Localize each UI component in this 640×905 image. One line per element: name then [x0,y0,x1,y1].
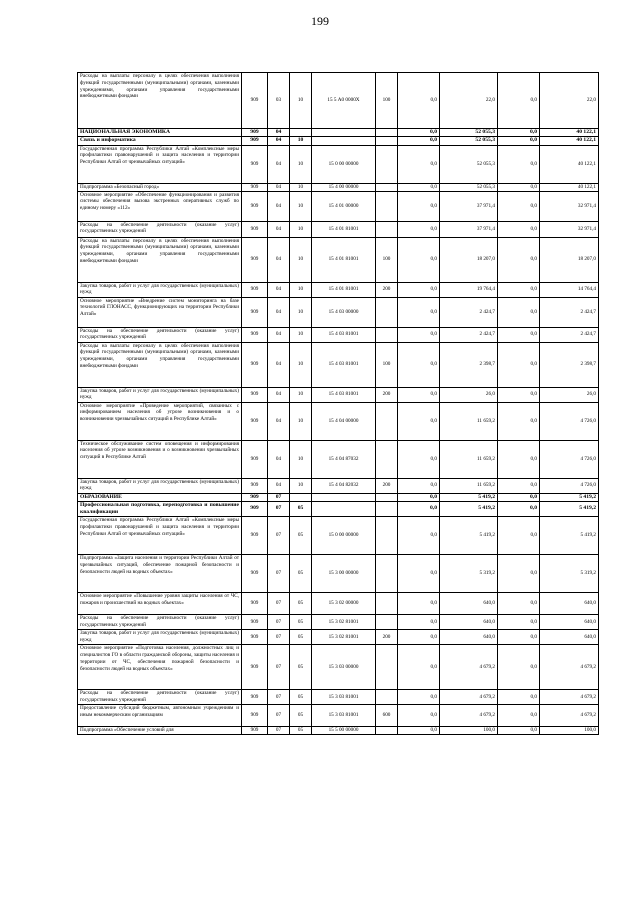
value-1: 0,0 [398,440,440,478]
value-4: 32 971,4 [540,221,599,237]
value-3: 0,0 [498,555,540,593]
section-code: 07 [268,645,290,690]
row-name: Основное мероприятие «Повышение уровня защиты населения от ЧС, пожаров и происшествий на водных объектах» [78,593,242,615]
expense-type-code [376,645,398,690]
value-4: 5 419,2 [540,501,599,517]
expense-type-code: 200 [376,282,398,297]
table-row [78,387,599,402]
subsection-code: 10 [290,402,312,440]
subsection-code: 05 [290,593,312,615]
value-4: 4 726,0 [540,402,599,440]
value-3: 0,0 [498,73,540,129]
value-2: 11 659,2 [440,402,498,440]
value-1: 0,0 [398,387,440,402]
value-4: 40 122,1 [540,145,599,183]
value-2: 5 419,2 [440,501,498,517]
expense-type-code [376,402,398,440]
row-name: Подпрограмма «Безопасный город» [78,183,242,191]
value-3: 0,0 [498,297,540,327]
expense-type-code [376,183,398,191]
section-code: 04 [268,191,290,221]
subsection-code: 10 [290,478,312,493]
section-code: 07 [268,727,290,735]
value-3: 0,0 [498,402,540,440]
value-4: 5 419,2 [540,517,599,555]
target-code: 15 5 А0 0000Х [312,73,376,129]
row-name: Связь и информатика [78,137,242,145]
subsection-code: 05 [290,517,312,555]
subsection-code: 05 [290,501,312,517]
value-1: 0,0 [398,615,440,630]
subsection-code: 10 [290,137,312,145]
value-2: 52 055,3 [440,129,498,137]
subsection-code: 05 [290,630,312,645]
ministry-code: 909 [242,327,268,342]
value-2: 2 424,7 [440,327,498,342]
subsection-code [290,129,312,137]
value-4: 5 419,2 [540,493,599,501]
section-code: 04 [268,145,290,183]
value-2: 52 055,3 [440,183,498,191]
expense-type-code: 200 [376,630,398,645]
expense-type-code [376,440,398,478]
value-4: 4 679,2 [540,705,599,727]
ministry-code: 909 [242,593,268,615]
value-2: 11 659,2 [440,478,498,493]
value-4: 640,0 [540,615,599,630]
value-3: 0,0 [498,327,540,342]
value-1: 0,0 [398,593,440,615]
table-row [78,727,599,735]
section-code: 04 [268,183,290,191]
value-2: 5 319,2 [440,555,498,593]
table-row [78,282,599,297]
row-name: ОБРАЗОВАНИЕ [78,493,242,501]
table-row [78,221,599,237]
table-row [78,645,599,690]
row-name: Основное мероприятие «Внедрение систем мониторинга на базе технологий ГЛОНАСС, функционирующих на территории Республики Алтай» [78,297,242,327]
ministry-code: 909 [242,555,268,593]
section-code: 07 [268,615,290,630]
value-1: 0,0 [398,478,440,493]
subsection-code: 10 [290,282,312,297]
value-4: 18 207,0 [540,237,599,282]
subsection-code: 10 [290,327,312,342]
value-4: 100,0 [540,727,599,735]
ministry-code: 909 [242,690,268,705]
value-4: 5 319,2 [540,555,599,593]
value-1: 0,0 [398,282,440,297]
subsection-code: 10 [290,221,312,237]
target-code: 15 4 03 81001 [312,327,376,342]
target-code: 15 4 03 81001 [312,342,376,387]
value-4: 640,0 [540,630,599,645]
target-code: 15 3 00 00000 [312,555,376,593]
value-4: 40 122,1 [540,137,599,145]
subsection-code: 10 [290,237,312,282]
row-name: Расходы на выплаты персоналу в целях обеспечения выполнения функций государственными (муниципальными) органами, казенными учреждениями, органами управления государственными внебюджетными фондами [78,342,242,387]
target-code: 15 0 00 00000 [312,517,376,555]
table-row [78,129,599,137]
ministry-code: 909 [242,183,268,191]
value-1: 0,0 [398,191,440,221]
expense-type-code [376,137,398,145]
target-code: 15 0 00 00000 [312,145,376,183]
row-name: Расходы на обеспечение деятельности (оказание услуг) государственных учреждений [78,327,242,342]
value-2: 4 679,2 [440,645,498,690]
subsection-code: 10 [290,387,312,402]
ministry-code: 909 [242,493,268,501]
ministry-code: 909 [242,129,268,137]
section-code: 07 [268,501,290,517]
value-2: 640,0 [440,615,498,630]
ministry-code: 909 [242,387,268,402]
value-2: 11 659,2 [440,440,498,478]
ministry-code: 909 [242,630,268,645]
value-1: 0,0 [398,690,440,705]
target-code: 15 3 02 81001 [312,630,376,645]
value-2: 640,0 [440,593,498,615]
value-1: 0,0 [398,402,440,440]
row-name: Закупка товаров, работ и услуг для государственных (муниципальных) нужд [78,630,242,645]
section-code: 04 [268,137,290,145]
target-code: 15 5 00 00000 [312,727,376,735]
value-1: 0,0 [398,297,440,327]
subsection-code [290,493,312,501]
value-2: 19 764,4 [440,282,498,297]
table-row [78,73,599,129]
table-row [78,555,599,593]
ministry-code: 909 [242,615,268,630]
row-name: Расходы на обеспечение деятельности (оказание услуг) государственных учреждений [78,615,242,630]
value-3: 0,0 [498,615,540,630]
ministry-code: 909 [242,705,268,727]
subsection-code: 05 [290,555,312,593]
table-row [78,440,599,478]
value-1: 0,0 [398,705,440,727]
subsection-code: 05 [290,645,312,690]
row-name: Закупка товаров, работ и услуг для государственных (муниципальных) нужд [78,282,242,297]
table-row [78,191,599,221]
target-code [312,137,376,145]
target-code [312,501,376,517]
subsection-code: 05 [290,727,312,735]
section-code: 07 [268,493,290,501]
value-3: 0,0 [498,478,540,493]
value-3: 0,0 [498,493,540,501]
value-2: 52 055,3 [440,145,498,183]
expense-type-code [376,615,398,630]
value-3: 0,0 [498,727,540,735]
row-name: Государственная программа Республики Алтай «Комплексные меры профилактики правонарушений и защита населения и территории Республики Алтай от чрезвычайных ситуаций» [78,145,242,183]
value-3: 0,0 [498,387,540,402]
value-4: 32 971,4 [540,191,599,221]
table-row [78,493,599,501]
value-4: 40 122,1 [540,129,599,137]
table-row [78,402,599,440]
subsection-code: 10 [290,73,312,129]
ministry-code: 909 [242,478,268,493]
ministry-code: 909 [242,282,268,297]
value-1: 0,0 [398,137,440,145]
target-code [312,129,376,137]
value-2: 2 424,7 [440,297,498,327]
target-code: 15 4 00 00000 [312,183,376,191]
expense-type-code [376,555,398,593]
value-1: 0,0 [398,183,440,191]
value-3: 0,0 [498,282,540,297]
target-code: 15 4 01 81001 [312,237,376,282]
table-row [78,183,599,191]
expense-type-code: 200 [376,387,398,402]
section-code: 04 [268,387,290,402]
value-1: 0,0 [398,630,440,645]
target-code: 15 4 01 81001 [312,282,376,297]
subsection-code: 05 [290,705,312,727]
target-code: 15 4 03 00000 [312,297,376,327]
page-number: 199 [311,14,329,28]
table-row [78,137,599,145]
subsection-code: 10 [290,342,312,387]
table-row [78,145,599,183]
ministry-code: 909 [242,440,268,478]
value-1: 0,0 [398,145,440,183]
section-code: 07 [268,555,290,593]
target-code [312,493,376,501]
section-code: 04 [268,297,290,327]
section-code: 04 [268,402,290,440]
ministry-code: 909 [242,501,268,517]
expense-type-code: 100 [376,237,398,282]
value-4: 4 679,2 [540,690,599,705]
target-code: 15 4 04 87032 [312,440,376,478]
section-code: 07 [268,705,290,727]
target-code: 15 4 04 00000 [312,402,376,440]
subsection-code: 05 [290,690,312,705]
value-1: 0,0 [398,501,440,517]
target-code: 15 4 03 81001 [312,387,376,402]
table-row [78,478,599,493]
expense-type-code [376,221,398,237]
expense-type-code [376,517,398,555]
row-name: Закупка товаров, работ и услуг для государственных (муниципальных) нужд [78,478,242,493]
value-1: 0,0 [398,342,440,387]
table-row [78,690,599,705]
value-2: 26,0 [440,387,498,402]
value-1: 0,0 [398,727,440,735]
ministry-code: 909 [242,517,268,555]
value-3: 0,0 [498,221,540,237]
row-name: Расходы на выплаты персоналу в целях обеспечения выполнения функций государственными (муниципальными) органами, казенными учреждениями, органами управления государственными внебюджетными фондами [78,237,242,282]
value-4: 40 122,1 [540,183,599,191]
section-code: 03 [268,73,290,129]
subsection-code: 10 [290,191,312,221]
value-2: 18 207,0 [440,237,498,282]
subsection-code: 10 [290,440,312,478]
section-code: 07 [268,630,290,645]
ministry-code: 909 [242,145,268,183]
row-name: Расходы на обеспечение деятельности (оказание услуг) государственных учреждений [78,690,242,705]
ministry-code: 909 [242,342,268,387]
row-name: Техническое обслуживание систем оповещения и информирования населения об угрозе возникновения и о возникновении чрезвычайных ситуаций в Республике Алтай [78,440,242,478]
row-name: Подпрограмма «Обеспечение условий для [78,727,242,735]
section-code: 07 [268,593,290,615]
value-4: 4 679,2 [540,645,599,690]
value-3: 0,0 [498,183,540,191]
table-row [78,501,599,517]
ministry-code: 909 [242,221,268,237]
row-name: Закупка товаров, работ и услуг для государственных (муниципальных) нужд [78,387,242,402]
target-code: 15 4 04 82032 [312,478,376,493]
value-3: 0,0 [498,690,540,705]
row-name: Государственная программа Республики Алтай «Комплексные меры профилактики правонарушений и защита населения и территории Республики Алтай от чрезвычайных ситуаций» [78,517,242,555]
section-code: 04 [268,342,290,387]
section-code: 07 [268,517,290,555]
value-1: 0,0 [398,237,440,282]
subsection-code: 10 [290,297,312,327]
ministry-code: 909 [242,645,268,690]
table-row [78,593,599,615]
value-4: 2 424,7 [540,297,599,327]
table-row [78,342,599,387]
row-name: Профессиональная подготовка, переподготовка и повышение квалификации [78,501,242,517]
value-4: 26,0 [540,387,599,402]
section-code: 04 [268,237,290,282]
table-row [78,630,599,645]
value-4: 22,0 [540,73,599,129]
ministry-code: 909 [242,727,268,735]
value-2: 22,0 [440,73,498,129]
value-2: 100,0 [440,727,498,735]
value-3: 0,0 [498,137,540,145]
value-4: 4 726,0 [540,440,599,478]
section-code: 04 [268,221,290,237]
expense-type-code [376,327,398,342]
table-row [78,517,599,555]
target-code: 15 4 01 00000 [312,191,376,221]
value-3: 0,0 [498,191,540,221]
value-1: 0,0 [398,73,440,129]
expense-type-code: 600 [376,705,398,727]
section-code: 04 [268,282,290,297]
value-2: 52 055,3 [440,137,498,145]
row-name: НАЦИОНАЛЬНАЯ ЭКОНОМИКА [78,129,242,137]
value-3: 0,0 [498,145,540,183]
table-row [78,615,599,630]
value-1: 0,0 [398,645,440,690]
value-1: 0,0 [398,555,440,593]
value-3: 0,0 [498,593,540,615]
expense-type-code [376,501,398,517]
value-2: 37 971,4 [440,221,498,237]
ministry-code: 909 [242,402,268,440]
target-code: 15 3 03 00000 [312,645,376,690]
subsection-code: 10 [290,145,312,183]
value-3: 0,0 [498,440,540,478]
ministry-code: 909 [242,297,268,327]
row-name: Предоставление субсидий бюджетным, автономным учреждениям и иным некоммерческим организациям [78,705,242,727]
value-4: 2 424,7 [540,327,599,342]
value-4: 14 764,4 [540,282,599,297]
value-2: 5 419,2 [440,493,498,501]
ministry-code: 909 [242,73,268,129]
section-code: 04 [268,327,290,342]
expense-type-code [376,191,398,221]
value-3: 0,0 [498,705,540,727]
target-code: 15 3 03 81001 [312,705,376,727]
value-1: 0,0 [398,129,440,137]
target-code: 15 4 01 81001 [312,221,376,237]
value-2: 2 398,7 [440,342,498,387]
value-4: 4 726,0 [540,478,599,493]
row-name: Подпрограмма «Защита населения и территории Республики Алтай от чрезвычайных ситуаций, обеспечение пожарной безопасности и безопасности людей на водных объектах» [78,555,242,593]
value-3: 0,0 [498,517,540,555]
section-code: 04 [268,440,290,478]
section-code: 07 [268,690,290,705]
value-2: 640,0 [440,630,498,645]
row-name: Расходы на выплаты персоналу в целях обеспечения выполнения функций государственными (муниципальными) органами, казенными учреждениями, органами управления государственными внебюджетными фондами [78,73,242,129]
target-code: 15 3 02 81001 [312,615,376,630]
value-1: 0,0 [398,493,440,501]
expense-type-code [376,690,398,705]
value-3: 0,0 [498,237,540,282]
section-code: 04 [268,129,290,137]
value-3: 0,0 [498,129,540,137]
expense-type-code [376,493,398,501]
row-name: Основное мероприятие «Подготовка населения, должностных лиц и специалистов ГО в области гражданской обороны, защиты населения и территории от ЧС, обеспечения пожарной безопасности и безопасности людей на водных объектах» [78,645,242,690]
expense-type-code [376,145,398,183]
ministry-code: 909 [242,191,268,221]
value-2: 37 971,4 [440,191,498,221]
expense-type-code [376,727,398,735]
ministry-code: 909 [242,237,268,282]
value-3: 0,0 [498,501,540,517]
table-row [78,705,599,727]
target-code: 15 3 03 81001 [312,690,376,705]
expense-type-code: 100 [376,342,398,387]
budget-table [77,72,599,735]
value-4: 640,0 [540,593,599,615]
expense-type-code [376,129,398,137]
value-1: 0,0 [398,327,440,342]
row-name: Расходы на обеспечение деятельности (оказание услуг) государственных учреждений [78,221,242,237]
value-1: 0,0 [398,517,440,555]
value-2: 4 679,2 [440,705,498,727]
target-code: 15 3 02 00000 [312,593,376,615]
section-code: 04 [268,478,290,493]
value-2: 5 419,2 [440,517,498,555]
table-row [78,237,599,282]
value-1: 0,0 [398,221,440,237]
row-name: Основное мероприятие «Обеспечение функционирования и развития системы обеспечения вызова экстренных оперативных служб по единому номеру «112» [78,191,242,221]
table-row [78,297,599,327]
expense-type-code: 200 [376,478,398,493]
subsection-code: 10 [290,183,312,191]
expense-type-code [376,297,398,327]
expense-type-code: 100 [376,73,398,129]
value-3: 0,0 [498,342,540,387]
ministry-code: 909 [242,137,268,145]
value-4: 2 398,7 [540,342,599,387]
value-3: 0,0 [498,630,540,645]
expense-type-code [376,593,398,615]
value-2: 4 679,2 [440,690,498,705]
row-name: Основное мероприятие «Проведение мероприятий, связанных с информированием населения об угрозе возникновения и о возникновении чрезвычайных ситуаций в Республике Алтай» [78,402,242,440]
value-3: 0,0 [498,645,540,690]
table-row [78,327,599,342]
subsection-code: 05 [290,615,312,630]
